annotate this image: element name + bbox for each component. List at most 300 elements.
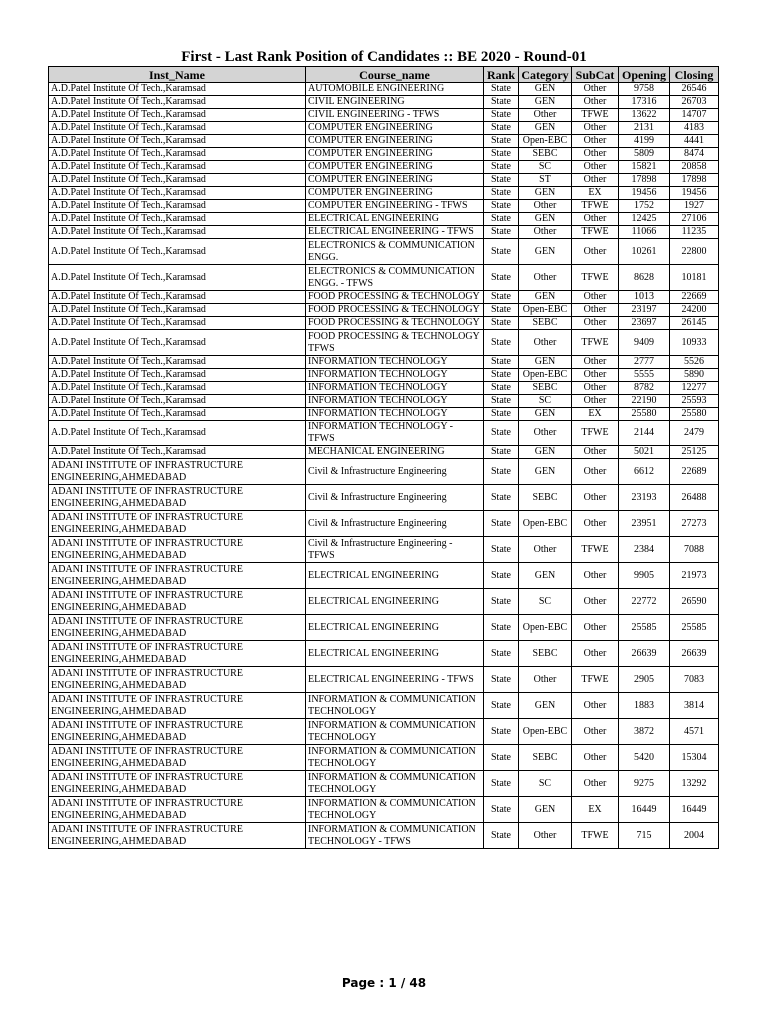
cell-inst-name: ADANI INSTITUTE OF INFRASTRUCTURE ENGINEERING,AHMEDABAD (49, 745, 306, 771)
cell-subcat: Other (572, 485, 619, 511)
cell-course-name: CIVIL ENGINEERING - TFWS (306, 109, 484, 122)
table-row (49, 395, 719, 408)
col-header-subcat: SubCat (572, 67, 619, 83)
table-row (49, 823, 719, 849)
cell-course-name: FOOD PROCESSING & TECHNOLOGY (306, 291, 484, 304)
cell-rank: State (484, 382, 519, 395)
cell-rank: State (484, 511, 519, 537)
cell-opening: 8782 (619, 382, 670, 395)
cell-subcat: Other (572, 693, 619, 719)
table-row (49, 148, 719, 161)
cell-subcat: Other (572, 148, 619, 161)
cell-inst-name: A.D.Patel Institute Of Tech.,Karamsad (49, 330, 306, 356)
cell-inst-name: A.D.Patel Institute Of Tech.,Karamsad (49, 304, 306, 317)
cell-category: SC (519, 161, 572, 174)
cell-inst-name: ADANI INSTITUTE OF INFRASTRUCTURE ENGINEERING,AHMEDABAD (49, 667, 306, 693)
cell-opening: 5021 (619, 446, 670, 459)
cell-inst-name: A.D.Patel Institute Of Tech.,Karamsad (49, 109, 306, 122)
cell-category: Open-EBC (519, 369, 572, 382)
cell-closing: 19456 (670, 187, 719, 200)
table-row (49, 239, 719, 265)
cell-subcat: EX (572, 408, 619, 421)
cell-rank: State (484, 174, 519, 187)
table-row (49, 446, 719, 459)
cell-subcat: Other (572, 317, 619, 330)
cell-closing: 8474 (670, 148, 719, 161)
cell-course-name: COMPUTER ENGINEERING - TFWS (306, 200, 484, 213)
cell-subcat: Other (572, 589, 619, 615)
table-row (49, 304, 719, 317)
cell-opening: 3872 (619, 719, 670, 745)
cell-category: Other (519, 667, 572, 693)
cell-category: GEN (519, 239, 572, 265)
cell-opening: 23197 (619, 304, 670, 317)
cell-opening: 1752 (619, 200, 670, 213)
cell-closing: 20858 (670, 161, 719, 174)
cell-inst-name: A.D.Patel Institute Of Tech.,Karamsad (49, 446, 306, 459)
cell-category: GEN (519, 563, 572, 589)
table-row (49, 83, 719, 96)
cell-inst-name: A.D.Patel Institute Of Tech.,Karamsad (49, 148, 306, 161)
cell-category: GEN (519, 797, 572, 823)
cell-closing: 21973 (670, 563, 719, 589)
cell-opening: 10261 (619, 239, 670, 265)
cell-rank: State (484, 395, 519, 408)
cell-subcat: TFWE (572, 200, 619, 213)
cell-course-name: ELECTRONICS & COMMUNICATION ENGG. (306, 239, 484, 265)
cell-closing: 1927 (670, 200, 719, 213)
cell-course-name: INFORMATION TECHNOLOGY (306, 395, 484, 408)
cell-closing: 25125 (670, 446, 719, 459)
cell-opening: 8628 (619, 265, 670, 291)
table-row (49, 485, 719, 511)
cell-opening: 2384 (619, 537, 670, 563)
cell-subcat: Other (572, 83, 619, 96)
cell-inst-name: A.D.Patel Institute Of Tech.,Karamsad (49, 213, 306, 226)
cell-category: GEN (519, 187, 572, 200)
cell-subcat: Other (572, 304, 619, 317)
cell-category: Open-EBC (519, 304, 572, 317)
cell-category: SC (519, 589, 572, 615)
cell-category: SEBC (519, 745, 572, 771)
cell-subcat: TFWE (572, 109, 619, 122)
cell-subcat: EX (572, 187, 619, 200)
cell-opening: 25585 (619, 615, 670, 641)
cell-category: GEN (519, 693, 572, 719)
cell-opening: 25580 (619, 408, 670, 421)
cell-category: Other (519, 537, 572, 563)
cell-rank: State (484, 239, 519, 265)
cell-category: Other (519, 226, 572, 239)
cell-course-name: INFORMATION & COMMUNICATION TECHNOLOGY (306, 719, 484, 745)
cell-inst-name: A.D.Patel Institute Of Tech.,Karamsad (49, 291, 306, 304)
cell-subcat: Other (572, 161, 619, 174)
cell-closing: 26488 (670, 485, 719, 511)
table-row (49, 771, 719, 797)
cell-subcat: Other (572, 356, 619, 369)
cell-rank: State (484, 317, 519, 330)
cell-category: SC (519, 771, 572, 797)
cell-inst-name: ADANI INSTITUTE OF INFRASTRUCTURE ENGINEERING,AHMEDABAD (49, 511, 306, 537)
cell-inst-name: A.D.Patel Institute Of Tech.,Karamsad (49, 239, 306, 265)
col-header-closing: Closing (670, 67, 719, 83)
cell-category: GEN (519, 83, 572, 96)
cell-opening: 1013 (619, 291, 670, 304)
cell-rank: State (484, 213, 519, 226)
cell-inst-name: ADANI INSTITUTE OF INFRASTRUCTURE ENGINEERING,AHMEDABAD (49, 459, 306, 485)
cell-category: Other (519, 823, 572, 849)
cell-inst-name: A.D.Patel Institute Of Tech.,Karamsad (49, 96, 306, 109)
cell-category: GEN (519, 122, 572, 135)
cell-rank: State (484, 109, 519, 122)
cell-inst-name: ADANI INSTITUTE OF INFRASTRUCTURE ENGINEERING,AHMEDABAD (49, 485, 306, 511)
cell-subcat: Other (572, 213, 619, 226)
cell-opening: 19456 (619, 187, 670, 200)
cell-closing: 5526 (670, 356, 719, 369)
cell-rank: State (484, 122, 519, 135)
cell-course-name: INFORMATION & COMMUNICATION TECHNOLOGY (306, 693, 484, 719)
cell-category: SC (519, 395, 572, 408)
cell-course-name: INFORMATION TECHNOLOGY (306, 369, 484, 382)
cell-category: SEBC (519, 317, 572, 330)
cell-category: Other (519, 265, 572, 291)
cell-opening: 23697 (619, 317, 670, 330)
cell-category: SEBC (519, 148, 572, 161)
cell-rank: State (484, 485, 519, 511)
cell-rank: State (484, 446, 519, 459)
cell-course-name: COMPUTER ENGINEERING (306, 135, 484, 148)
cell-rank: State (484, 771, 519, 797)
table-row (49, 421, 719, 446)
table-row (49, 187, 719, 200)
table-row (49, 226, 719, 239)
cell-opening: 9409 (619, 330, 670, 356)
cell-rank: State (484, 356, 519, 369)
cell-rank: State (484, 96, 519, 109)
cell-rank: State (484, 421, 519, 446)
cell-opening: 1883 (619, 693, 670, 719)
cell-category: ST (519, 174, 572, 187)
cell-closing: 27273 (670, 511, 719, 537)
cell-closing: 26703 (670, 96, 719, 109)
cell-closing: 26639 (670, 641, 719, 667)
cell-course-name: INFORMATION TECHNOLOGY (306, 382, 484, 395)
cell-rank: State (484, 187, 519, 200)
cell-course-name: COMPUTER ENGINEERING (306, 187, 484, 200)
cell-inst-name: ADANI INSTITUTE OF INFRASTRUCTURE ENGINEERING,AHMEDABAD (49, 719, 306, 745)
cell-opening: 9758 (619, 83, 670, 96)
cell-inst-name: A.D.Patel Institute Of Tech.,Karamsad (49, 187, 306, 200)
cell-rank: State (484, 83, 519, 96)
cell-closing: 2004 (670, 823, 719, 849)
cell-inst-name: A.D.Patel Institute Of Tech.,Karamsad (49, 382, 306, 395)
cell-opening: 13622 (619, 109, 670, 122)
cell-category: GEN (519, 291, 572, 304)
table-row (49, 563, 719, 589)
cell-opening: 26639 (619, 641, 670, 667)
table-row (49, 641, 719, 667)
cell-rank: State (484, 200, 519, 213)
cell-opening: 23193 (619, 485, 670, 511)
cell-rank: State (484, 615, 519, 641)
cell-opening: 23951 (619, 511, 670, 537)
cell-opening: 2905 (619, 667, 670, 693)
cell-subcat: Other (572, 615, 619, 641)
table-row (49, 369, 719, 382)
cell-rank: State (484, 265, 519, 291)
cell-subcat: Other (572, 745, 619, 771)
cell-opening: 6612 (619, 459, 670, 485)
cell-closing: 7083 (670, 667, 719, 693)
cell-inst-name: A.D.Patel Institute Of Tech.,Karamsad (49, 408, 306, 421)
cell-course-name: ELECTRICAL ENGINEERING (306, 589, 484, 615)
cell-inst-name: A.D.Patel Institute Of Tech.,Karamsad (49, 122, 306, 135)
cell-subcat: Other (572, 719, 619, 745)
cell-rank: State (484, 745, 519, 771)
cell-closing: 14707 (670, 109, 719, 122)
cell-course-name: INFORMATION & COMMUNICATION TECHNOLOGY - TFWS (306, 823, 484, 849)
cell-rank: State (484, 693, 519, 719)
cell-subcat: TFWE (572, 226, 619, 239)
cell-rank: State (484, 823, 519, 849)
cell-inst-name: ADANI INSTITUTE OF INFRASTRUCTURE ENGINEERING,AHMEDABAD (49, 641, 306, 667)
cell-closing: 15304 (670, 745, 719, 771)
cell-rank: State (484, 148, 519, 161)
table-row (49, 174, 719, 187)
cell-rank: State (484, 641, 519, 667)
rank-table (48, 66, 719, 849)
cell-rank: State (484, 291, 519, 304)
cell-inst-name: A.D.Patel Institute Of Tech.,Karamsad (49, 161, 306, 174)
cell-category: GEN (519, 96, 572, 109)
cell-rank: State (484, 667, 519, 693)
cell-subcat: TFWE (572, 421, 619, 446)
cell-rank: State (484, 537, 519, 563)
cell-inst-name: A.D.Patel Institute Of Tech.,Karamsad (49, 174, 306, 187)
cell-inst-name: ADANI INSTITUTE OF INFRASTRUCTURE ENGINEERING,AHMEDABAD (49, 771, 306, 797)
col-header-rank: Rank (484, 67, 519, 83)
table-row (49, 109, 719, 122)
cell-rank: State (484, 459, 519, 485)
cell-closing: 12277 (670, 382, 719, 395)
cell-course-name: FOOD PROCESSING & TECHNOLOGY TFWS (306, 330, 484, 356)
cell-course-name: Civil & Infrastructure Engineering - TFWS (306, 537, 484, 563)
cell-opening: 2777 (619, 356, 670, 369)
cell-opening: 5555 (619, 369, 670, 382)
cell-rank: State (484, 226, 519, 239)
cell-opening: 17898 (619, 174, 670, 187)
cell-course-name: ELECTRICAL ENGINEERING - TFWS (306, 226, 484, 239)
cell-closing: 22800 (670, 239, 719, 265)
cell-closing: 26145 (670, 317, 719, 330)
cell-category: Open-EBC (519, 511, 572, 537)
cell-opening: 2131 (619, 122, 670, 135)
table-row (49, 330, 719, 356)
cell-opening: 17316 (619, 96, 670, 109)
cell-category: Other (519, 200, 572, 213)
cell-subcat: Other (572, 239, 619, 265)
table-body (49, 83, 719, 849)
table-row (49, 537, 719, 563)
cell-inst-name: ADANI INSTITUTE OF INFRASTRUCTURE ENGINEERING,AHMEDABAD (49, 823, 306, 849)
table-row (49, 693, 719, 719)
table-row (49, 615, 719, 641)
cell-inst-name: A.D.Patel Institute Of Tech.,Karamsad (49, 265, 306, 291)
table-row (49, 667, 719, 693)
cell-course-name: AUTOMOBILE ENGINEERING (306, 83, 484, 96)
cell-course-name: Civil & Infrastructure Engineering (306, 459, 484, 485)
cell-closing: 5890 (670, 369, 719, 382)
cell-opening: 15821 (619, 161, 670, 174)
cell-course-name: ELECTRICAL ENGINEERING (306, 615, 484, 641)
table-row (49, 408, 719, 421)
cell-inst-name: ADANI INSTITUTE OF INFRASTRUCTURE ENGINEERING,AHMEDABAD (49, 615, 306, 641)
cell-subcat: TFWE (572, 537, 619, 563)
table-row (49, 356, 719, 369)
table-row (49, 719, 719, 745)
cell-category: GEN (519, 213, 572, 226)
cell-closing: 25585 (670, 615, 719, 641)
table-row (49, 135, 719, 148)
cell-rank: State (484, 797, 519, 823)
cell-subcat: TFWE (572, 330, 619, 356)
cell-closing: 25580 (670, 408, 719, 421)
cell-inst-name: A.D.Patel Institute Of Tech.,Karamsad (49, 369, 306, 382)
cell-subcat: Other (572, 174, 619, 187)
cell-closing: 17898 (670, 174, 719, 187)
cell-inst-name: ADANI INSTITUTE OF INFRASTRUCTURE ENGINEERING,AHMEDABAD (49, 563, 306, 589)
cell-course-name: ELECTRICAL ENGINEERING (306, 213, 484, 226)
cell-subcat: Other (572, 122, 619, 135)
cell-rank: State (484, 369, 519, 382)
cell-course-name: FOOD PROCESSING & TECHNOLOGY (306, 304, 484, 317)
cell-course-name: INFORMATION & COMMUNICATION TECHNOLOGY (306, 771, 484, 797)
cell-opening: 9275 (619, 771, 670, 797)
col-header-course-name: Course_name (306, 67, 484, 83)
cell-course-name: COMPUTER ENGINEERING (306, 148, 484, 161)
cell-category: GEN (519, 408, 572, 421)
col-header-category: Category (519, 67, 572, 83)
cell-closing: 11235 (670, 226, 719, 239)
cell-course-name: FOOD PROCESSING & TECHNOLOGY (306, 317, 484, 330)
cell-category: GEN (519, 459, 572, 485)
cell-closing: 16449 (670, 797, 719, 823)
cell-rank: State (484, 408, 519, 421)
cell-inst-name: A.D.Patel Institute Of Tech.,Karamsad (49, 317, 306, 330)
cell-inst-name: ADANI INSTITUTE OF INFRASTRUCTURE ENGINEERING,AHMEDABAD (49, 693, 306, 719)
cell-category: Open-EBC (519, 719, 572, 745)
cell-category: Other (519, 109, 572, 122)
cell-subcat: Other (572, 511, 619, 537)
cell-subcat: Other (572, 446, 619, 459)
table-row (49, 122, 719, 135)
cell-closing: 26590 (670, 589, 719, 615)
cell-subcat: TFWE (572, 265, 619, 291)
cell-opening: 12425 (619, 213, 670, 226)
table-row (49, 797, 719, 823)
cell-closing: 22689 (670, 459, 719, 485)
cell-inst-name: A.D.Patel Institute Of Tech.,Karamsad (49, 356, 306, 369)
cell-closing: 4183 (670, 122, 719, 135)
table-row (49, 459, 719, 485)
cell-course-name: ELECTRICAL ENGINEERING (306, 641, 484, 667)
cell-course-name: INFORMATION & COMMUNICATION TECHNOLOGY (306, 745, 484, 771)
cell-category: SEBC (519, 641, 572, 667)
cell-closing: 27106 (670, 213, 719, 226)
cell-subcat: Other (572, 369, 619, 382)
cell-inst-name: ADANI INSTITUTE OF INFRASTRUCTURE ENGINEERING,AHMEDABAD (49, 589, 306, 615)
cell-closing: 2479 (670, 421, 719, 446)
table-row (49, 213, 719, 226)
cell-subcat: EX (572, 797, 619, 823)
table-row (49, 200, 719, 213)
cell-closing: 10933 (670, 330, 719, 356)
cell-opening: 2144 (619, 421, 670, 446)
cell-subcat: Other (572, 563, 619, 589)
cell-rank: State (484, 719, 519, 745)
cell-category: Open-EBC (519, 135, 572, 148)
cell-rank: State (484, 161, 519, 174)
cell-course-name: COMPUTER ENGINEERING (306, 161, 484, 174)
page-number: Page : 1 / 48 (341, 976, 427, 990)
cell-course-name: INFORMATION TECHNOLOGY (306, 356, 484, 369)
cell-course-name: ELECTRONICS & COMMUNICATION ENGG. - TFWS (306, 265, 484, 291)
cell-course-name: COMPUTER ENGINEERING (306, 174, 484, 187)
table-row (49, 265, 719, 291)
cell-inst-name: A.D.Patel Institute Of Tech.,Karamsad (49, 421, 306, 446)
cell-category: Other (519, 421, 572, 446)
table-row (49, 96, 719, 109)
cell-category: SEBC (519, 485, 572, 511)
cell-inst-name: A.D.Patel Institute Of Tech.,Karamsad (49, 395, 306, 408)
cell-closing: 24200 (670, 304, 719, 317)
cell-inst-name: ADANI INSTITUTE OF INFRASTRUCTURE ENGINEERING,AHMEDABAD (49, 537, 306, 563)
cell-course-name: ELECTRICAL ENGINEERING (306, 563, 484, 589)
cell-course-name: INFORMATION & COMMUNICATION TECHNOLOGY (306, 797, 484, 823)
cell-closing: 7088 (670, 537, 719, 563)
header-row (49, 67, 719, 83)
table-row (49, 291, 719, 304)
cell-subcat: Other (572, 96, 619, 109)
cell-rank: State (484, 589, 519, 615)
cell-inst-name: A.D.Patel Institute Of Tech.,Karamsad (49, 135, 306, 148)
cell-rank: State (484, 135, 519, 148)
cell-subcat: Other (572, 395, 619, 408)
cell-inst-name: ADANI INSTITUTE OF INFRASTRUCTURE ENGINEERING,AHMEDABAD (49, 797, 306, 823)
cell-subcat: Other (572, 135, 619, 148)
cell-course-name: Civil & Infrastructure Engineering (306, 485, 484, 511)
cell-inst-name: A.D.Patel Institute Of Tech.,Karamsad (49, 226, 306, 239)
cell-closing: 10181 (670, 265, 719, 291)
cell-opening: 5809 (619, 148, 670, 161)
cell-rank: State (484, 304, 519, 317)
cell-category: Other (519, 330, 572, 356)
table-row (49, 511, 719, 537)
cell-subcat: Other (572, 771, 619, 797)
cell-opening: 22772 (619, 589, 670, 615)
cell-closing: 25593 (670, 395, 719, 408)
cell-inst-name: A.D.Patel Institute Of Tech.,Karamsad (49, 83, 306, 96)
page-title: First - Last Rank Position of Candidates :: BE 2020 - Round-01 (181, 49, 587, 65)
cell-opening: 22190 (619, 395, 670, 408)
cell-category: Open-EBC (519, 615, 572, 641)
cell-course-name: INFORMATION TECHNOLOGY - TFWS (306, 421, 484, 446)
cell-opening: 5420 (619, 745, 670, 771)
table-row (49, 745, 719, 771)
cell-opening: 9905 (619, 563, 670, 589)
cell-closing: 4571 (670, 719, 719, 745)
cell-course-name: CIVIL ENGINEERING (306, 96, 484, 109)
